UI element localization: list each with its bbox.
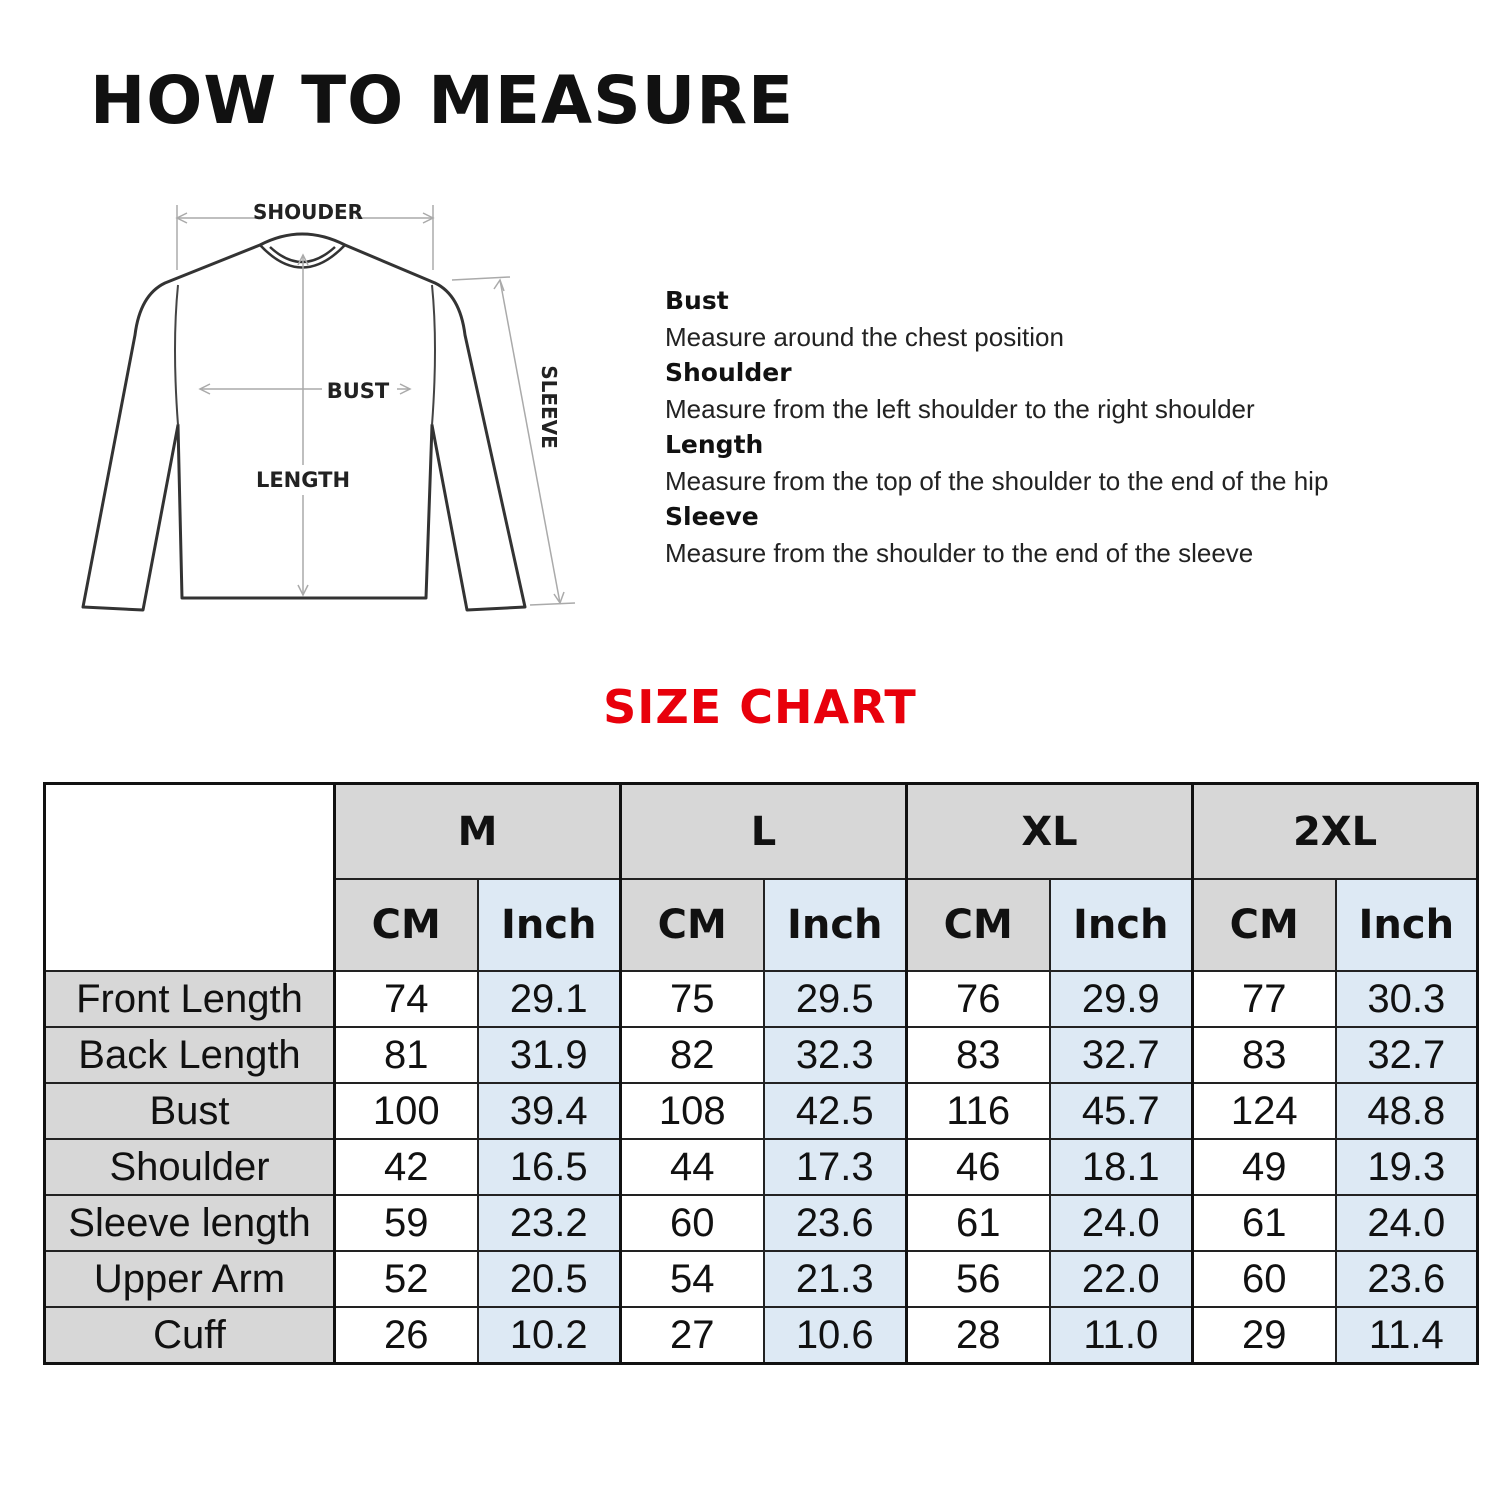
row-label: Shoulder (45, 1139, 335, 1195)
value-cell-inch: 19.3 (1336, 1139, 1478, 1195)
shirt-diagram-svg (60, 185, 620, 635)
unit-header-cm: CM (1193, 879, 1336, 971)
value-cell-cm: 26 (335, 1307, 478, 1364)
size-header-m: M (335, 784, 621, 880)
value-cell-inch: 23.6 (1336, 1251, 1478, 1307)
size-header-l: L (621, 784, 907, 880)
value-cell-cm: 54 (621, 1251, 764, 1307)
row-label: Back Length (45, 1027, 335, 1083)
table-row (45, 1083, 1478, 1139)
table-row (45, 1251, 1478, 1307)
definition-term-sleeve: Sleeve (665, 502, 759, 531)
size-table-body (45, 971, 1478, 1364)
length-arrow (298, 255, 308, 595)
value-cell-inch: 48.8 (1336, 1083, 1478, 1139)
value-cell-inch: 11.4 (1336, 1307, 1478, 1364)
value-cell-inch: 32.3 (764, 1027, 907, 1083)
value-cell-cm: 27 (621, 1307, 764, 1364)
value-cell-cm: 83 (1193, 1027, 1336, 1083)
definition-term-length: Length (665, 430, 764, 459)
value-cell-inch: 22.0 (1050, 1251, 1193, 1307)
unit-header-inch: Inch (478, 879, 621, 971)
unit-header-inch: Inch (1050, 879, 1193, 971)
table-row (45, 1307, 1478, 1364)
table-row (45, 1195, 1478, 1251)
size-header-row (45, 784, 1478, 880)
diagram-label-sleeve: SLEEVE (537, 365, 561, 449)
value-cell-cm: 42 (335, 1139, 478, 1195)
value-cell-inch: 18.1 (1050, 1139, 1193, 1195)
value-cell-inch: 31.9 (478, 1027, 621, 1083)
value-cell-inch: 42.5 (764, 1083, 907, 1139)
diagram-label-bust: BUST (326, 379, 390, 403)
value-cell-cm: 100 (335, 1083, 478, 1139)
value-cell-inch: 24.0 (1050, 1195, 1193, 1251)
value-cell-cm: 81 (335, 1027, 478, 1083)
size-header-xl: XL (907, 784, 1193, 880)
value-cell-cm: 28 (907, 1307, 1050, 1364)
table-row (45, 971, 1478, 1027)
size-chart-table (43, 782, 1479, 1365)
value-cell-inch: 45.7 (1050, 1083, 1193, 1139)
measurement-definitions (665, 283, 1465, 571)
definition-desc-length: Measure from the top of the shoulder to the end of the hip (665, 466, 1329, 496)
value-cell-inch: 29.9 (1050, 971, 1193, 1027)
definition-term-bust: Bust (665, 286, 729, 315)
value-cell-inch: 29.5 (764, 971, 907, 1027)
value-cell-inch: 39.4 (478, 1083, 621, 1139)
unit-header-cm: CM (621, 879, 764, 971)
value-cell-cm: 124 (1193, 1083, 1336, 1139)
value-cell-inch: 30.3 (1336, 971, 1478, 1027)
row-label: Sleeve length (45, 1195, 335, 1251)
value-cell-inch: 32.7 (1050, 1027, 1193, 1083)
size-chart-title: SIZE CHART (603, 680, 917, 734)
value-cell-inch: 32.7 (1336, 1027, 1478, 1083)
value-cell-inch: 11.0 (1050, 1307, 1193, 1364)
table-row (45, 1139, 1478, 1195)
shirt-measurement-diagram (60, 185, 620, 635)
sleeve-seam-right (432, 285, 435, 425)
unit-header-inch: Inch (764, 879, 907, 971)
definition-desc-bust: Measure around the chest position (665, 322, 1064, 352)
value-cell-inch: 23.2 (478, 1195, 621, 1251)
definition-desc-sleeve: Measure from the shoulder to the end of the sleeve (665, 538, 1254, 568)
value-cell-cm: 116 (907, 1083, 1050, 1139)
value-cell-inch: 17.3 (764, 1139, 907, 1195)
value-cell-cm: 82 (621, 1027, 764, 1083)
table-corner-cell (45, 784, 335, 972)
value-cell-inch: 21.3 (764, 1251, 907, 1307)
unit-header-cm: CM (335, 879, 478, 971)
value-cell-cm: 44 (621, 1139, 764, 1195)
value-cell-cm: 77 (1193, 971, 1336, 1027)
value-cell-inch: 10.6 (764, 1307, 907, 1364)
row-label: Cuff (45, 1307, 335, 1364)
value-cell-cm: 60 (621, 1195, 764, 1251)
shirt-outline (83, 234, 525, 610)
value-cell-cm: 46 (907, 1139, 1050, 1195)
unit-header-inch: Inch (1336, 879, 1478, 971)
value-cell-cm: 61 (907, 1195, 1050, 1251)
definition-term-shoulder: Shoulder (665, 358, 792, 387)
value-cell-inch: 29.1 (478, 971, 621, 1027)
value-cell-cm: 56 (907, 1251, 1050, 1307)
value-cell-inch: 24.0 (1336, 1195, 1478, 1251)
value-cell-cm: 76 (907, 971, 1050, 1027)
sleeve-seam-left (175, 285, 178, 425)
value-cell-cm: 49 (1193, 1139, 1336, 1195)
value-cell-inch: 20.5 (478, 1251, 621, 1307)
row-label: Front Length (45, 971, 335, 1027)
diagram-label-length: LENGTH (255, 468, 351, 492)
definition-desc-shoulder: Measure from the left shoulder to the right shoulder (665, 394, 1255, 424)
value-cell-cm: 61 (1193, 1195, 1336, 1251)
size-header-2xl: 2XL (1193, 784, 1478, 880)
row-label: Bust (45, 1083, 335, 1139)
row-label: Upper Arm (45, 1251, 335, 1307)
value-cell-inch: 16.5 (478, 1139, 621, 1195)
value-cell-inch: 23.6 (764, 1195, 907, 1251)
value-cell-inch: 10.2 (478, 1307, 621, 1364)
page-title: HOW TO MEASURE (90, 62, 795, 139)
value-cell-cm: 108 (621, 1083, 764, 1139)
value-cell-cm: 74 (335, 971, 478, 1027)
value-cell-cm: 59 (335, 1195, 478, 1251)
table-row (45, 1027, 1478, 1083)
value-cell-cm: 83 (907, 1027, 1050, 1083)
diagram-label-shoulder: SHOUDER (252, 200, 364, 224)
value-cell-cm: 60 (1193, 1251, 1336, 1307)
unit-header-cm: CM (907, 879, 1050, 971)
value-cell-cm: 75 (621, 971, 764, 1027)
value-cell-cm: 29 (1193, 1307, 1336, 1364)
value-cell-cm: 52 (335, 1251, 478, 1307)
